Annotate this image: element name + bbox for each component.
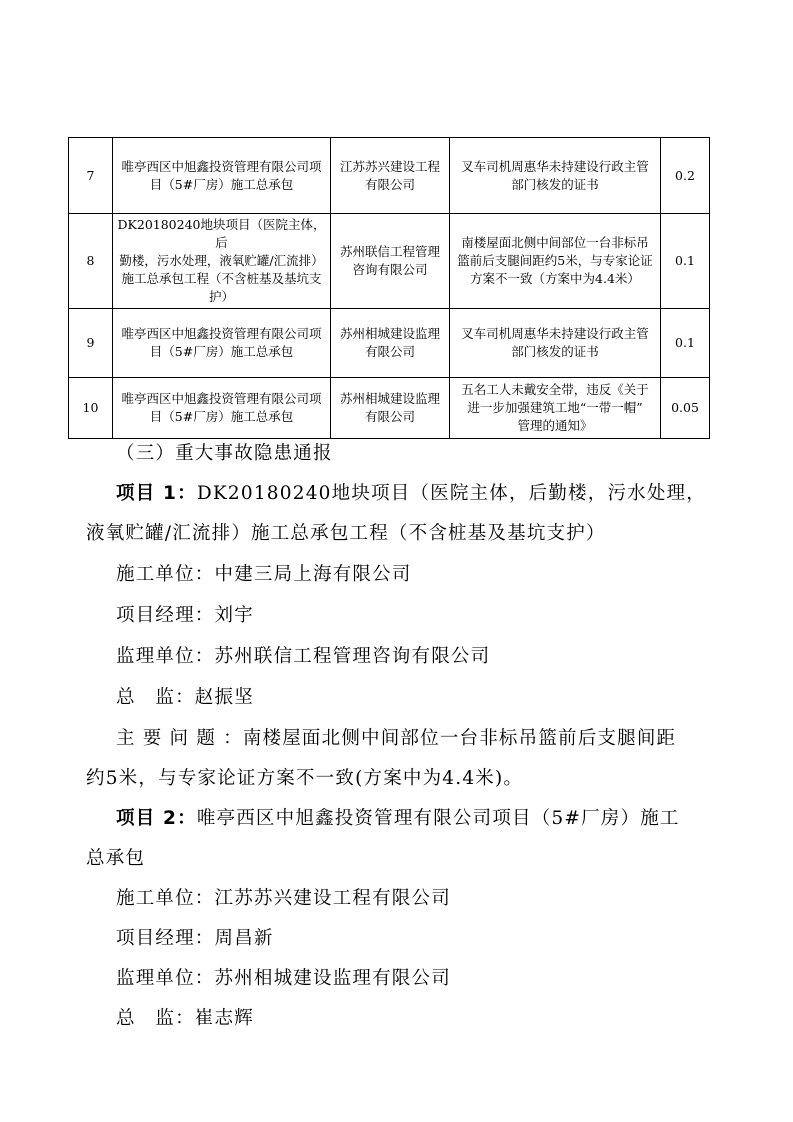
project2-director: 总 监：崔志辉 [116,1008,254,1029]
project1-manager: 项目经理：刘宇 [116,605,254,626]
score: 0.2 [661,138,710,214]
project2-contractor: 施工单位：江苏苏兴建设工程有限公司 [116,888,451,909]
unit-name: 苏州相城建设监理 有限公司 [331,378,450,439]
project2-supervisor: 监理单位：苏州相城建设监理有限公司 [116,968,451,989]
table-row [69,378,710,439]
project2-manager: 项目经理：周昌新 [116,928,274,949]
row-number: 7 [69,138,113,214]
issue-description: 叉车司机周惠华未持建设行政主管 部门核发的证书 [450,138,661,214]
project2-label: 项目 2： [116,808,197,829]
table-row [69,214,710,309]
table-row [69,138,710,214]
project-name: 唯亭西区中旭鑫投资管理有限公司项 目（5#厂房）施工总承包 [113,378,331,439]
project1-supervisor: 监理单位：苏州联信工程管理咨询有限公司 [116,646,491,667]
issue-description: 五名工人未戴安全带，违反《关于 进一步加强建筑工地“一带一帽” 管理的通知》 [450,378,661,439]
project-name: 唯亭西区中旭鑫投资管理有限公司项 目（5#厂房）施工总承包 [113,138,331,214]
project2-title-line2: 总承包 [86,848,146,869]
row-number: 10 [69,378,113,439]
row-number: 8 [69,214,113,309]
project1-title-line1: 项目 1：DK20180240地块项目（医院主体，后勤楼，污水处理， [116,483,706,504]
unit-name: 苏州联信工程管理 咨询有限公司 [331,214,450,309]
project1-contractor: 施工单位：中建三局上海有限公司 [116,564,412,585]
section-heading: （三）重大事故隐患通报 [116,443,333,464]
project-name: DK20180240地块项目（医院主体，后 勤楼，污水处理，液氧贮罐/汇流排） 施工总承包工程（不含桩基及基坑支 护） [113,214,331,309]
project2-title-line1: 项目 2：唯亭西区中旭鑫投资管理有限公司项目（5#厂房）施工 [116,808,680,829]
score: 0.1 [661,214,710,309]
project1-title-line2: 液氧贮罐/汇流排）施工总承包工程（不含桩基及基坑支护） [86,523,606,544]
project-name: 唯亭西区中旭鑫投资管理有限公司项 目（5#厂房）施工总承包 [113,309,331,378]
score: 0.05 [661,378,710,439]
project1-director: 总 监：赵振坚 [116,687,254,708]
project1-problem-line2: 约5米，与专家论证方案不一致(方案中为4.4米)。 [86,768,524,789]
violations-table [68,137,710,439]
table-row [69,309,710,378]
unit-name: 江苏苏兴建设工程 有限公司 [331,138,450,214]
issue-description: 叉车司机周惠华未持建设行政主管 部门核发的证书 [450,309,661,378]
project1-label: 项目 1： [116,483,197,504]
unit-name: 苏州相城建设监理 有限公司 [331,309,450,378]
project1-problem-line1: 主 要 问 题 ：南楼屋面北侧中间部位一台非标吊篮前后支腿间距 [116,728,677,749]
row-number: 9 [69,309,113,378]
issue-description: 南楼屋面北侧中间部位一台非标吊 篮前后支腿间距约5米，与专家论证 方案不一致（方案中为4.4米） [450,214,661,309]
score: 0.1 [661,309,710,378]
